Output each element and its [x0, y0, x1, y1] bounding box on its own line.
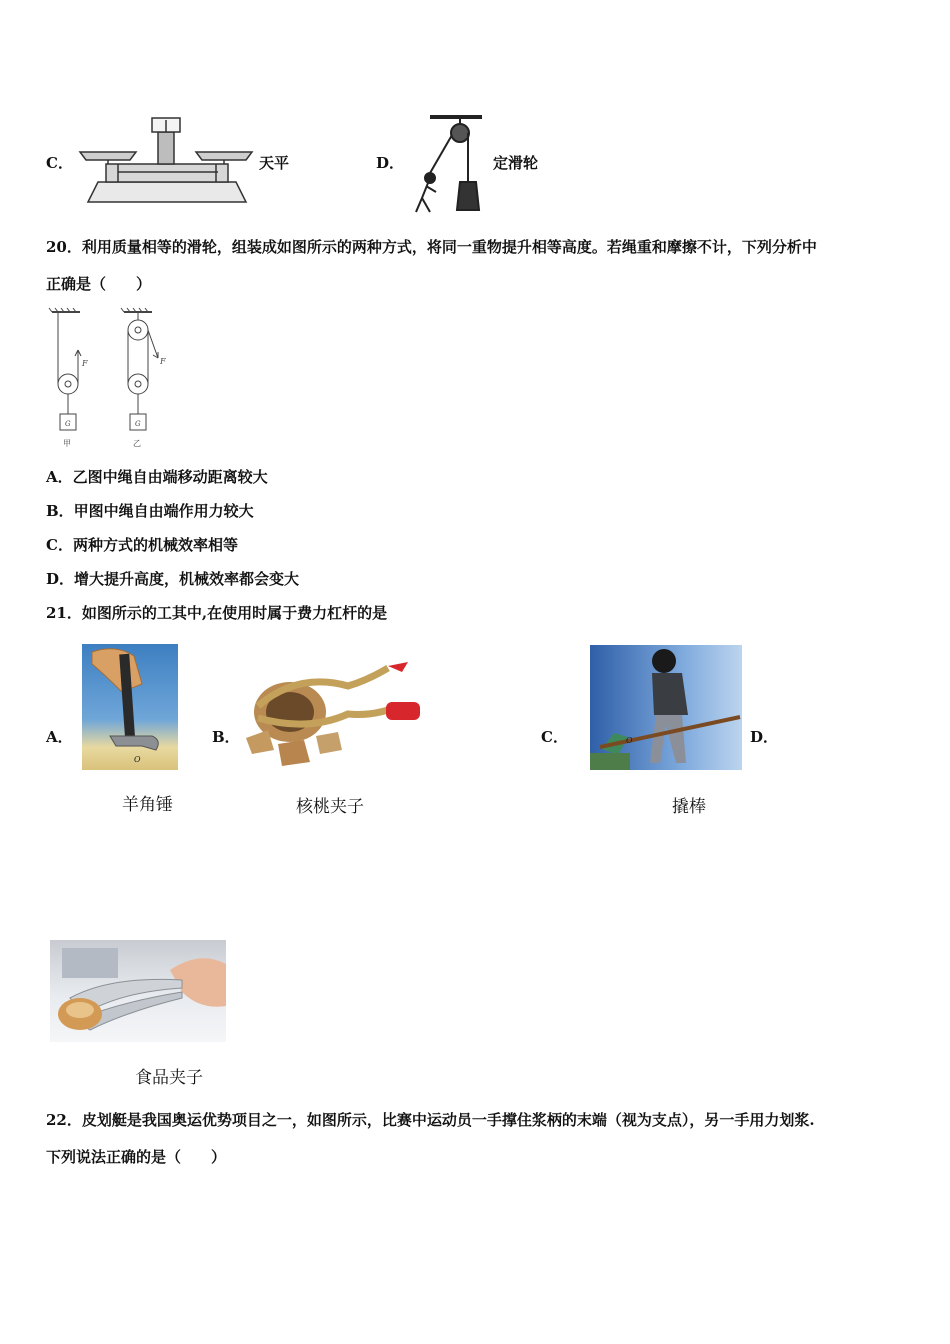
force-label-left: F	[82, 359, 88, 368]
q20-option-a: A．乙图中绳自由端移动距离较大	[46, 468, 268, 486]
q22-stem-line1: 22．皮划艇是我国奥运优势项目之一，如图所示，比赛中运动员一手撑住浆柄的末端（视为支点），另一手用力划浆.	[46, 1111, 815, 1129]
option-c-label: 天平	[259, 154, 290, 172]
label-yi: 乙	[133, 439, 141, 448]
fixed-pulley-figure	[408, 112, 488, 218]
q20-option-b: B．甲图中绳自由端作用力较大	[46, 502, 254, 520]
crowbar-photo	[590, 645, 742, 770]
food-tongs-photo	[50, 940, 226, 1042]
load-label-right: G	[135, 420, 141, 428]
balance-scale-figure	[78, 112, 254, 210]
q21-stem: 21．如图所示的工其中,在使用时属于费力杠杆的是	[46, 604, 388, 622]
label-jia: 甲	[63, 439, 71, 448]
option-d-letter: D．	[376, 154, 405, 172]
caption-claw-hammer: 羊角锤	[122, 795, 173, 815]
q21-option-a-letter: A．	[46, 728, 73, 746]
option-c-letter: C．	[46, 154, 73, 172]
q20-stem-line1: 20．利用质量相等的滑轮，组装成如图所示的两种方式，将同一重物提升相等高度。若绳重和摩擦不计，下列分析中	[46, 238, 817, 256]
pivot-label-hammer: O	[134, 755, 141, 764]
force-label-right: F	[160, 357, 166, 366]
q21-option-b-letter: B．	[212, 728, 240, 746]
load-label-left: G	[65, 420, 71, 428]
caption-crowbar: 撬棒	[672, 797, 706, 817]
q20-option-c: C．两种方式的机械效率相等	[46, 536, 238, 554]
nutcracker-photo	[238, 662, 424, 774]
caption-nutcracker: 核桃夹子	[296, 797, 364, 817]
pulley-systems-figure	[40, 306, 180, 450]
pivot-label-crowbar: O	[626, 736, 633, 745]
q21-option-c-letter: C．	[541, 728, 568, 746]
q21-option-d-letter: D．	[750, 728, 779, 746]
q22-stem-line2: 下列说法正确的是（ ）	[46, 1148, 227, 1166]
q20-stem-line2: 正确是（ ）	[46, 275, 152, 293]
q20-option-d: D．增大提升高度，机械效率都会变大	[46, 570, 300, 588]
claw-hammer-photo	[82, 644, 178, 770]
option-d-label: 定滑轮	[493, 154, 539, 172]
caption-food-tongs: 食品夹子	[135, 1068, 203, 1088]
